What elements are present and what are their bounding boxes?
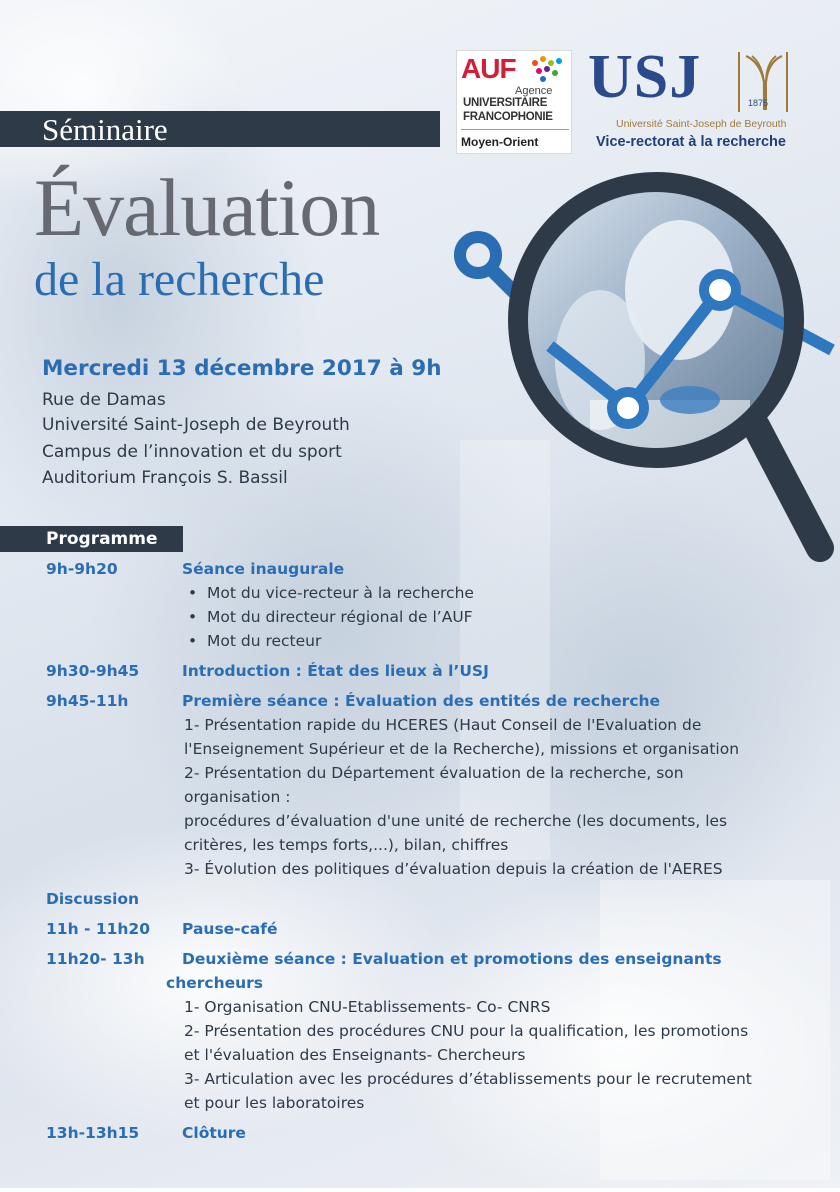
programme-line: et l'évaluation des Enseignants- Chercheurs xyxy=(184,1046,526,1064)
programme-line: organisation : xyxy=(184,788,291,806)
programme-line: 3- Articulation avec les procédures d’établissements pour le recrutement xyxy=(184,1070,752,1088)
programme-time: 9h-9h20 xyxy=(46,560,118,578)
programme-time: 13h-13h15 xyxy=(46,1124,140,1142)
programme-line: 3- Évolution des politiques d’évaluation depuis la création de l'AERES xyxy=(184,860,723,878)
event-date: Mercredi 13 décembre 2017 à 9h xyxy=(42,356,442,381)
programme-line: et pour les laboratoires xyxy=(184,1094,365,1112)
bullet-text: Mot du directeur régional de l’AUF xyxy=(207,608,473,626)
programme-time: Discussion xyxy=(46,890,140,908)
programme-session-title: Pause-café xyxy=(182,920,278,938)
programme-line: procédures d’évaluation d'une unité de recherche (les documents, les xyxy=(184,812,728,830)
auf-divider xyxy=(461,129,569,130)
programme-session-title-cont: chercheurs xyxy=(166,974,264,992)
address-line: Campus de l’innovation et du sport xyxy=(42,442,342,462)
kicker-text: Séminaire xyxy=(42,112,168,147)
programme-time: 9h30-9h45 xyxy=(46,662,140,680)
programme-session-title: Première séance : Évaluation des entités de recherche xyxy=(182,692,661,710)
programme-line: l'Enseignement Supérieur et de la Recherche), missions et organisation xyxy=(184,740,740,758)
usj-university-name: Université Saint-Joseph de Beyrouth xyxy=(616,118,787,130)
address-line: Université Saint-Joseph de Beyrouth xyxy=(42,415,350,435)
auf-logo-main: AUF xyxy=(461,53,516,84)
programme-line: critères, les temps forts,...), bilan, chiffres xyxy=(184,836,509,854)
programme-time: 11h - 11h20 xyxy=(46,920,151,938)
programme-line: 1- Présentation rapide du HCERES (Haut Conseil de l'Evaluation de xyxy=(184,716,702,734)
auf-dots-icon xyxy=(529,55,565,85)
auf-logo xyxy=(456,50,572,154)
programme-line: 2- Présentation des procédures CNU pour la qualification, les promotions xyxy=(184,1022,749,1040)
auf-franco-text: FRANCOPHONIE xyxy=(463,111,553,123)
usj-logo-letters: USJ xyxy=(588,43,702,111)
programme-label: Programme xyxy=(46,529,158,549)
bullet-text: Mot du recteur xyxy=(207,632,322,650)
bullet-text: Mot du vice-recteur à la recherche xyxy=(207,584,474,602)
programme-time: 11h20- 13h xyxy=(46,950,145,968)
programme-session-title: Clôture xyxy=(182,1124,246,1142)
programme-time: 9h45-11h xyxy=(46,692,129,710)
programme-bullet: • Mot du recteur xyxy=(188,632,322,650)
magnifier-graphic xyxy=(440,150,840,570)
usj-year: 1875 xyxy=(748,98,769,108)
small-magnifier-icon xyxy=(460,237,520,298)
programme-session-title: Introduction : État des lieux à l’USJ xyxy=(182,662,489,680)
magnifier-handle xyxy=(756,426,820,548)
programme-line: 1- Organisation CNU-Etablissements- Co- CNRS xyxy=(184,998,551,1016)
address-line: Rue de Damas xyxy=(42,390,166,410)
auf-region-text: Moyen-Orient xyxy=(461,135,539,149)
page-title: Évaluation xyxy=(34,162,380,253)
auf-univ-text: UNIVERSITAIRE xyxy=(463,97,548,109)
page-subtitle: de la recherche xyxy=(34,253,325,306)
programme-line: 2- Présentation du Département évaluation de la recherche, son xyxy=(184,764,684,782)
programme-session-title: Séance inaugurale xyxy=(182,560,345,578)
programme-bullet: • Mot du vice-recteur à la recherche xyxy=(188,584,474,602)
programme-session-title: Deuxième séance : Evaluation et promotions des enseignants xyxy=(182,950,722,968)
programme-bullet: • Mot du directeur régional de l’AUF xyxy=(188,608,473,626)
auf-agence-text: Agence xyxy=(515,85,553,97)
usj-logo xyxy=(588,43,803,160)
address-line: Auditorium François S. Bassil xyxy=(42,468,288,488)
usj-vice-rectorat: Vice-rectorat à la recherche xyxy=(596,134,786,150)
